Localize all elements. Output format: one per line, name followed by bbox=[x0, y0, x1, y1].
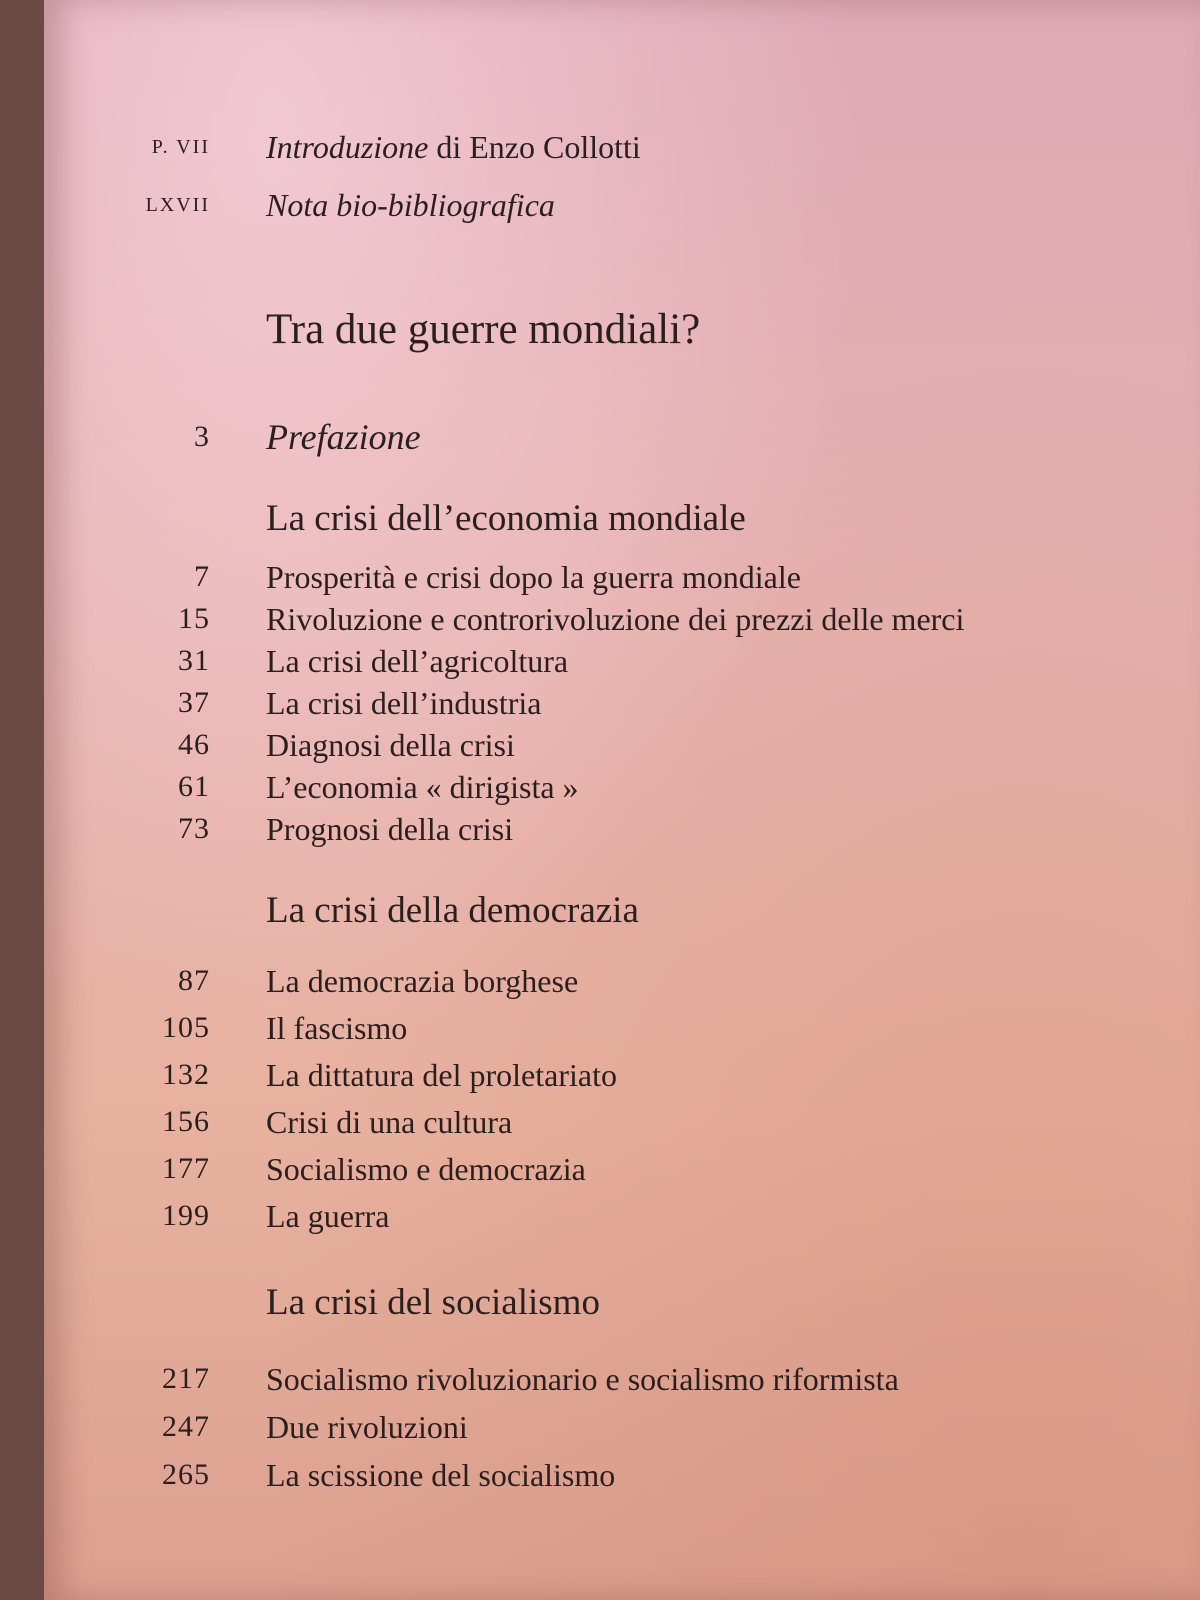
page-number: 61 bbox=[178, 770, 210, 803]
section-heading-economia: La crisi dell’economia mondiale bbox=[266, 498, 746, 539]
entry-title-rest: di Enzo Collotti bbox=[428, 129, 641, 165]
toc-entry-nota bbox=[44, 180, 1200, 230]
page-number: 46 bbox=[178, 728, 210, 761]
entry-title: Il fascismo bbox=[266, 1010, 408, 1046]
entry-title: Socialismo e democrazia bbox=[266, 1151, 586, 1187]
toc-entry-preface bbox=[44, 412, 1200, 462]
entry-title: La scissione del socialismo bbox=[266, 1457, 616, 1493]
page-number: 105 bbox=[162, 1011, 210, 1044]
page-number: 7 bbox=[194, 560, 210, 593]
toc-entry bbox=[44, 1354, 1200, 1404]
page-number: 37 bbox=[178, 686, 210, 719]
toc-entry bbox=[44, 1144, 1200, 1194]
toc-entry bbox=[44, 804, 1200, 854]
page-number: 87 bbox=[178, 964, 210, 997]
page-number: 177 bbox=[162, 1152, 210, 1185]
entry-title: Rivoluzione e controrivoluzione dei prezzi delle merci bbox=[266, 601, 965, 637]
page-number: LXVII bbox=[145, 194, 210, 216]
page-number: 156 bbox=[162, 1105, 210, 1138]
toc-entry bbox=[44, 1191, 1200, 1241]
toc-entry bbox=[44, 1050, 1200, 1100]
toc-entry bbox=[44, 1450, 1200, 1500]
entry-title: Crisi di una cultura bbox=[266, 1104, 513, 1140]
entry-title: L’economia « dirigista » bbox=[266, 769, 579, 805]
entry-title-italic: Nota bio-bibliografica bbox=[266, 187, 555, 223]
page-number: 15 bbox=[178, 602, 210, 635]
entry-title: Prefazione bbox=[266, 417, 421, 457]
entry-title: La dittatura del proletariato bbox=[266, 1057, 617, 1093]
section-heading-democrazia: La crisi della democrazia bbox=[266, 890, 639, 931]
toc-entry bbox=[44, 1003, 1200, 1053]
entry-title bbox=[266, 122, 641, 172]
page-number: 3 bbox=[194, 420, 210, 453]
entry-title: Socialismo rivoluzionario e socialismo riformista bbox=[266, 1361, 899, 1397]
entry-title: Prognosi della crisi bbox=[266, 811, 514, 847]
toc-entry bbox=[44, 1097, 1200, 1147]
book-title: Tra due guerre mondiali? bbox=[266, 306, 701, 353]
page-number: 31 bbox=[178, 644, 210, 677]
toc-entry-introduction bbox=[44, 122, 1200, 172]
book-page bbox=[44, 0, 1200, 1600]
page-number: 265 bbox=[162, 1458, 210, 1491]
entry-title-italic: Introduzione bbox=[266, 129, 429, 165]
entry-title bbox=[266, 180, 555, 230]
toc-entry bbox=[44, 956, 1200, 1006]
page-number: 217 bbox=[162, 1362, 210, 1395]
page-number: 247 bbox=[162, 1410, 210, 1443]
page-number: 132 bbox=[162, 1058, 210, 1091]
page-number: P. VII bbox=[151, 136, 210, 158]
entry-title: La democrazia borghese bbox=[266, 963, 579, 999]
toc-entry bbox=[44, 1402, 1200, 1452]
page-number: 199 bbox=[162, 1199, 210, 1232]
entry-title: La crisi dell’industria bbox=[266, 685, 542, 721]
entry-title: Prosperità e crisi dopo la guerra mondiale bbox=[266, 559, 801, 595]
page-number: 73 bbox=[178, 812, 210, 845]
entry-title: La guerra bbox=[266, 1198, 390, 1234]
entry-title: Diagnosi della crisi bbox=[266, 727, 515, 763]
entry-title: Due rivoluzioni bbox=[266, 1409, 468, 1445]
section-heading-socialismo: La crisi del socialismo bbox=[266, 1282, 600, 1323]
entry-title: La crisi dell’agricoltura bbox=[266, 643, 569, 679]
